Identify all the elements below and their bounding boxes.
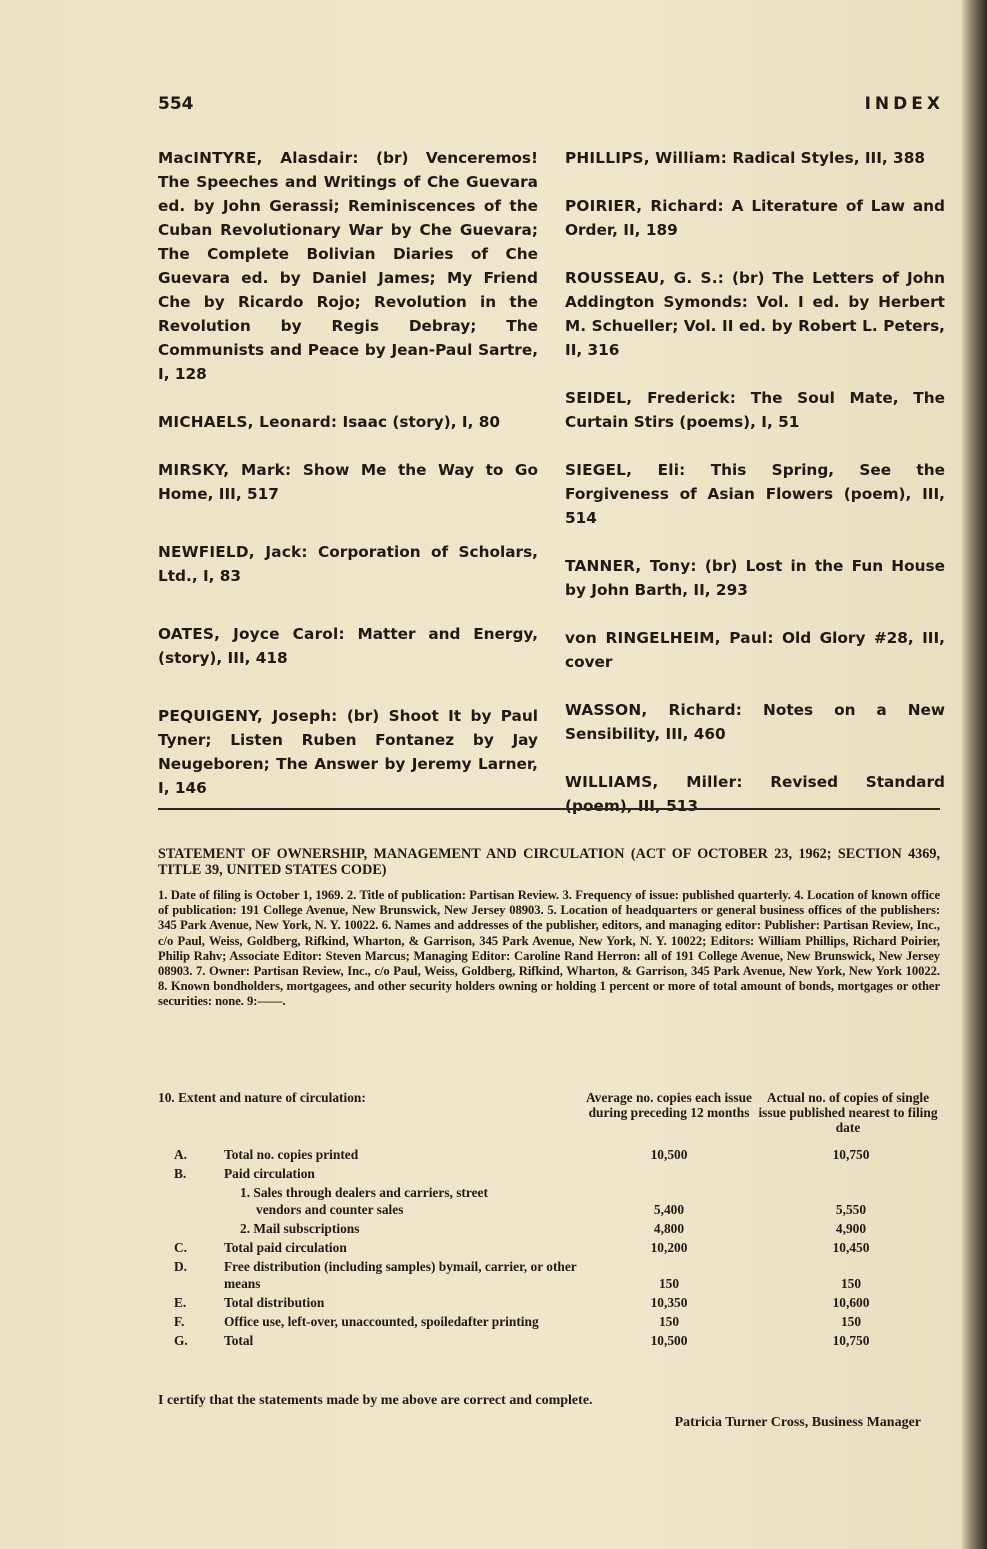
page-number: 554 — [158, 94, 194, 114]
table-row — [158, 1313, 948, 1330]
circulation-table-header — [158, 1090, 948, 1144]
table-row — [158, 1184, 948, 1218]
signature-line: Patricia Turner Cross, Business Manager — [674, 1415, 921, 1430]
row-value-actual: 10,450 — [832, 1240, 870, 1255]
row-value-average: 150 — [658, 1314, 680, 1329]
row-letter: G. — [174, 1333, 188, 1348]
index-entry: ROUSSEAU, G. S.: (br) The Letters of John Addington Symonds: Vol. I ed. by Herbert M. Schueller; Vol. II ed. by Robert L. Peters, II, 316 — [565, 269, 946, 359]
row-value-actual: 10,600 — [832, 1295, 870, 1310]
column-header-average: Average no. copies each issue during preceding 12 months — [586, 1090, 752, 1120]
circulation-table — [158, 1090, 948, 1349]
row-label: Office use, left-over, unaccounted, spoiledafter printing — [224, 1314, 539, 1329]
row-value-actual: 10,750 — [832, 1333, 870, 1348]
table-row — [158, 1258, 948, 1292]
table-row — [158, 1146, 948, 1163]
row-label: 2. Mail subscriptions — [240, 1221, 360, 1236]
row-letter: D. — [174, 1259, 188, 1274]
index-entry: TANNER, Tony: (br) Lost in the Fun House by John Barth, II, 293 — [565, 557, 945, 599]
row-value-average: 10,350 — [650, 1295, 688, 1310]
row-value-actual: 150 — [840, 1276, 862, 1291]
statement-body: 1. Date of filing is October 1, 1969. 2. Title of publication: Partisan Review. 3. Frequency of issue: published quarterly. 4. Location of known office of publication: 191 College Avenue, New Brunswick, New Jersey 08903. 5. Location of headquarters or general business offices of the publishers: 345 Park Avenue, New York, N. Y. 10022. 6. Names and addresses of the publisher, editors, and managing editor: Publisher: Partisan Review, Inc., c/o Paul, Weiss, Goldberg, Rifkind, Wharton, & Garrison, 345 Park Avenue, New York, N. Y. 10022; Editors: William Phillips, Richard Poirier, Philip Rahv; Associate Editor: Steven Marcus; Managing Editor: Caroline Rand Herron: all of 191 College Avenue, New Brunswick, New Jersey 08903. 7. Owner: Partisan Review, Inc., c/o Paul, Weiss, Goldberg, Rifkind, Wharton, & Garrison, 345 Park Avenue, New York, New York 10022. 8. Known bondholders, mortgagees, and other security holders owning or holding 1 percent or more of total amount of bonds, mortgages or other securities: none. 9:——. — [158, 888, 940, 1009]
table-row — [158, 1332, 948, 1349]
row-label: 1. Sales through dealers and carriers, street vendors and counter sales — [240, 1185, 488, 1217]
index-entry: von RINGELHEIM, Paul: Old Glory #28, III, cover — [565, 629, 945, 671]
index-column-right — [565, 146, 945, 842]
row-label: Free distribution (including samples) bymail, carrier, or other means — [224, 1259, 577, 1291]
row-value-average: 4,800 — [653, 1221, 685, 1236]
row-label: Paid circulation — [224, 1166, 315, 1181]
index-entry: MIRSKY, Mark: Show Me the Way to Go Home, III, 517 — [158, 461, 538, 503]
index-entry: SIEGEL, Eli: This Spring, See the Forgiveness of Asian Flowers (poem), III, 514 — [565, 461, 945, 527]
table-row — [158, 1239, 948, 1256]
row-value-actual: 5,550 — [835, 1202, 867, 1217]
section-title: INDEX — [864, 94, 944, 114]
row-value-average: 150 — [658, 1276, 680, 1291]
row-value-actual: 4,900 — [835, 1221, 867, 1236]
book-spine-shadow — [962, 0, 987, 1549]
row-value-actual: 150 — [840, 1314, 862, 1329]
row-value-average: 10,200 — [650, 1240, 688, 1255]
row-value-average: 10,500 — [650, 1333, 688, 1348]
table-row — [158, 1294, 948, 1311]
circulation-label: 10. Extent and nature of circulation: — [158, 1090, 366, 1105]
row-label: Total — [224, 1333, 254, 1348]
ownership-statement — [158, 846, 940, 1010]
table-row — [158, 1165, 948, 1182]
index-column-left — [158, 146, 538, 824]
row-label: Total paid circulation — [224, 1240, 347, 1255]
row-label: Total distribution — [224, 1295, 325, 1310]
index-entry: NEWFIELD, Jack: Corporation of Scholars, Ltd., I, 83 — [158, 543, 538, 585]
section-divider — [158, 808, 940, 810]
row-value-average: 5,400 — [653, 1202, 685, 1217]
index-entry: MacINTYRE, Alasdair: (br) Venceremos! The Speeches and Writings of Che Guevara ed. by John Gerassi; Reminiscences of the Cuban Revolutionary War by Che Guevara; The Complete Bolivian Diaries of Che Guevara ed. by Daniel James; My Friend Che by Ricardo Rojo; Revolution in the Revolution by Regis Debray; The Communists and Peace by Jean-Paul Sartre, I, 128 — [158, 149, 538, 383]
row-letter: A. — [174, 1147, 188, 1162]
row-letter: F. — [174, 1314, 185, 1329]
index-entry: WASSON, Richard: Notes on a New Sensibility, III, 460 — [565, 701, 945, 743]
index-entry: PEQUIGENY, Joseph: (br) Shoot It by Paul Tyner; Listen Ruben Fontanez by Jay Neugeboren; The Answer by Jeremy Larner, I, 146 — [158, 707, 538, 797]
row-value-average: 10,500 — [650, 1147, 688, 1162]
table-row — [158, 1220, 948, 1237]
row-letter: C. — [174, 1240, 188, 1255]
index-entry: PHILLIPS, William: Radical Styles, III, 388 — [565, 149, 925, 167]
page-header — [158, 94, 944, 116]
index-entry: WILLIAMS, Miller: Revised Standard (poem), III, 513 — [565, 773, 945, 815]
index-entry: MICHAELS, Leonard: Isaac (story), I, 80 — [158, 413, 501, 431]
index-entry: OATES, Joyce Carol: Matter and Energy, (story), III, 418 — [158, 625, 539, 667]
index-entry: POIRIER, Richard: A Literature of Law and Order, II, 189 — [565, 197, 945, 239]
row-label: Total no. copies printed — [224, 1147, 359, 1162]
row-value-actual: 10,750 — [832, 1147, 870, 1162]
statement-title: STATEMENT OF OWNERSHIP, MANAGEMENT AND CIRCULATION (ACT OF OCTOBER 23, 1962; SECTION 4369, TITLE 39, UNITED STATES CODE) — [158, 846, 940, 878]
row-letter: B. — [174, 1166, 187, 1181]
certification-statement: I certify that the statements made by me above are correct and complete. — [158, 1393, 593, 1408]
index-entry: SEIDEL, Frederick: The Soul Mate, The Curtain Stirs (poems), I, 51 — [565, 389, 945, 431]
row-letter: E. — [174, 1295, 187, 1310]
column-header-actual: Actual no. of copies of single issue published nearest to filing date — [758, 1090, 938, 1135]
